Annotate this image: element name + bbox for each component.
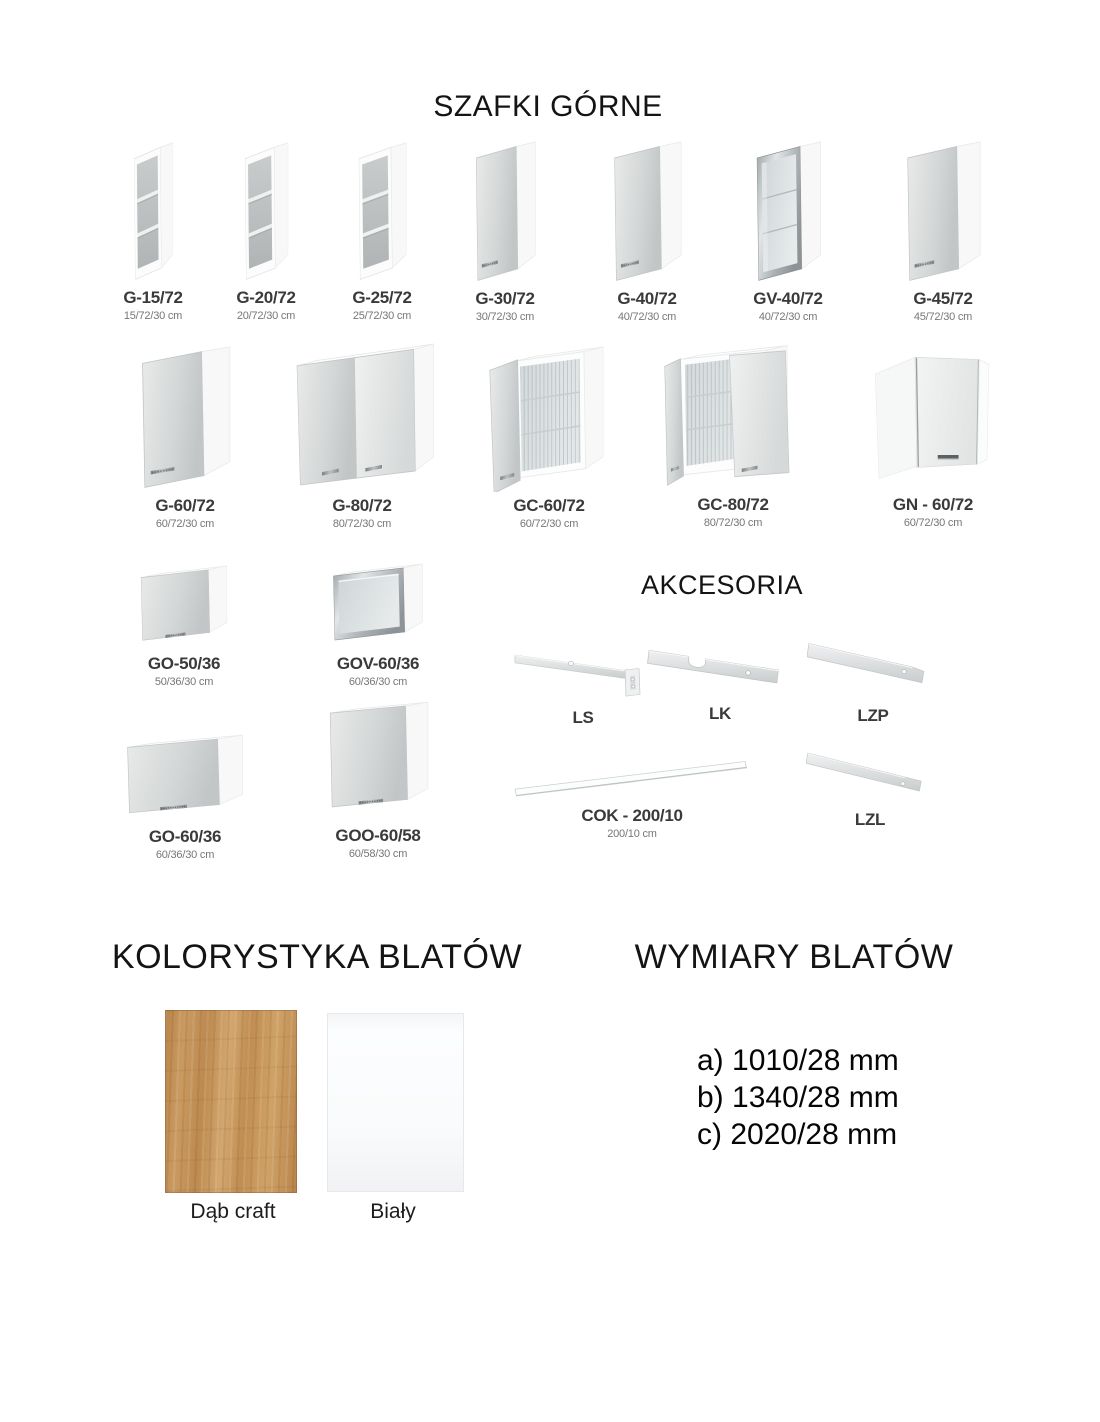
worktop-dimensions-title: WYMIARY BLATÓW bbox=[634, 938, 954, 976]
accessory-code: LZL bbox=[854, 810, 886, 829]
product-card-g-45-72 bbox=[888, 135, 998, 323]
product-card-go-50-36 bbox=[119, 562, 249, 688]
product-card-gv-40-72 bbox=[733, 135, 843, 323]
product-size: 50/36/30 cm bbox=[154, 675, 214, 688]
product-card-g-25-72 bbox=[327, 136, 437, 322]
connector-strip-lk-figure bbox=[647, 638, 793, 700]
worktop-swatch-dab-craft bbox=[165, 1010, 297, 1193]
open-shelf-cabinet-figure bbox=[237, 136, 295, 284]
worktop-dimension-item: c) 2020/28 mm bbox=[697, 1118, 898, 1151]
single-door-cabinet-figure bbox=[126, 340, 244, 492]
product-code: G-40/72 bbox=[617, 289, 677, 308]
product-card-g-60-72 bbox=[120, 340, 250, 530]
product-card-g-20-72 bbox=[211, 136, 321, 322]
open-shelf-cabinet-figure bbox=[127, 136, 179, 284]
accessory-code: LK bbox=[708, 704, 732, 723]
product-code: G-60/72 bbox=[155, 496, 215, 515]
worktop-dimensions-list bbox=[697, 1042, 899, 1153]
product-code: G-15/72 bbox=[123, 288, 183, 307]
product-card-go-60-36 bbox=[118, 731, 252, 861]
product-size: 45/72/30 cm bbox=[913, 310, 973, 323]
product-card-g-15-72 bbox=[98, 136, 208, 322]
worktop-colors-title: KOLORYSTYKA BLATÓW bbox=[111, 938, 523, 976]
product-code: GV-40/72 bbox=[753, 289, 823, 308]
product-card-g-80-72 bbox=[287, 340, 437, 530]
accessory-card-cok bbox=[512, 756, 752, 840]
product-code: G-25/72 bbox=[352, 288, 412, 307]
product-code: GO-60/36 bbox=[148, 827, 222, 846]
double-door-cabinet-figure bbox=[287, 340, 437, 492]
product-card-gn-60-72 bbox=[862, 345, 1004, 529]
upper-cabinets-title: SZAFKI GÓRNE bbox=[433, 90, 663, 123]
product-size: 20/72/30 cm bbox=[236, 309, 296, 322]
product-card-goo-60-58 bbox=[313, 698, 443, 860]
accessory-card-lk bbox=[645, 638, 795, 724]
corner-cabinet-figure bbox=[862, 345, 1004, 491]
plinth-strip-cok-figure bbox=[513, 756, 751, 802]
product-card-gc-80-72 bbox=[663, 341, 803, 529]
open-shelf-cabinet-figure bbox=[350, 136, 414, 284]
product-card-g-40-72 bbox=[592, 135, 702, 323]
flip-door-square-cabinet-figure bbox=[322, 698, 434, 822]
product-size: 25/72/30 cm bbox=[352, 309, 412, 322]
flip-glass-door-cabinet-figure bbox=[326, 560, 430, 650]
swatch-label: Dąb craft bbox=[190, 1200, 276, 1223]
flip-door-cabinet-figure bbox=[134, 562, 234, 650]
accessory-card-ls bbox=[508, 634, 658, 728]
connector-strip-ls-figure bbox=[513, 634, 653, 704]
end-strip-lzl-figure bbox=[806, 748, 934, 806]
product-code: GO-50/36 bbox=[147, 654, 221, 673]
product-size: 60/36/30 cm bbox=[155, 848, 215, 861]
product-code: G-80/72 bbox=[332, 496, 392, 515]
product-size: 60/36/30 cm bbox=[348, 675, 408, 688]
product-code: G-30/72 bbox=[475, 289, 535, 308]
single-door-cabinet-figure bbox=[465, 135, 545, 285]
single-door-cabinet-figure bbox=[894, 135, 992, 285]
accessory-code: LS bbox=[572, 708, 594, 727]
product-size: 40/72/30 cm bbox=[758, 310, 818, 323]
product-size: 30/72/30 cm bbox=[475, 310, 535, 323]
product-code: GN - 60/72 bbox=[892, 495, 974, 514]
product-code: G-45/72 bbox=[913, 289, 973, 308]
product-code: GC-60/72 bbox=[513, 496, 585, 515]
product-size: 80/72/30 cm bbox=[703, 516, 763, 529]
swatch-label: Biały bbox=[370, 1200, 416, 1223]
end-strip-lzp-figure bbox=[807, 636, 939, 702]
accessory-card-lzp bbox=[803, 636, 943, 726]
worktop-dimension-item: a) 1010/28 mm bbox=[697, 1044, 899, 1077]
accessory-code: LZP bbox=[857, 706, 889, 725]
product-code: GC-80/72 bbox=[697, 495, 769, 514]
product-code: G-20/72 bbox=[236, 288, 296, 307]
single-door-cabinet-figure bbox=[602, 135, 692, 285]
glass-door-cabinet-figure bbox=[745, 135, 831, 285]
product-size: 15/72/30 cm bbox=[123, 309, 183, 322]
accessory-code: COK - 200/10 bbox=[581, 806, 683, 825]
accessory-card-lzl bbox=[800, 748, 940, 830]
worktop-swatch-bialy bbox=[327, 1013, 464, 1192]
worktop-dimension-item: b) 1340/28 mm bbox=[697, 1081, 899, 1114]
flip-door-cabinet-figure bbox=[118, 731, 252, 823]
accessories-title: AKCESORIA bbox=[640, 570, 804, 600]
product-size: 40/72/30 cm bbox=[617, 310, 677, 323]
product-card-g-30-72 bbox=[450, 135, 560, 323]
product-card-gc-60-72 bbox=[484, 340, 614, 530]
product-size: 60/58/30 cm bbox=[348, 847, 408, 860]
product-code: GOV-60/36 bbox=[336, 654, 420, 673]
product-code: GOO-60/58 bbox=[335, 826, 421, 845]
accessory-size: 200/10 cm bbox=[607, 827, 657, 840]
open-door-drainer-cabinet-figure bbox=[488, 340, 610, 492]
product-size: 60/72/30 cm bbox=[519, 517, 579, 530]
double-open-door-drainer-cabinet-figure bbox=[663, 341, 803, 491]
product-size: 60/72/30 cm bbox=[155, 517, 215, 530]
product-size: 60/72/30 cm bbox=[903, 516, 963, 529]
product-card-gov-60-36 bbox=[313, 560, 443, 688]
product-size: 80/72/30 cm bbox=[332, 517, 392, 530]
